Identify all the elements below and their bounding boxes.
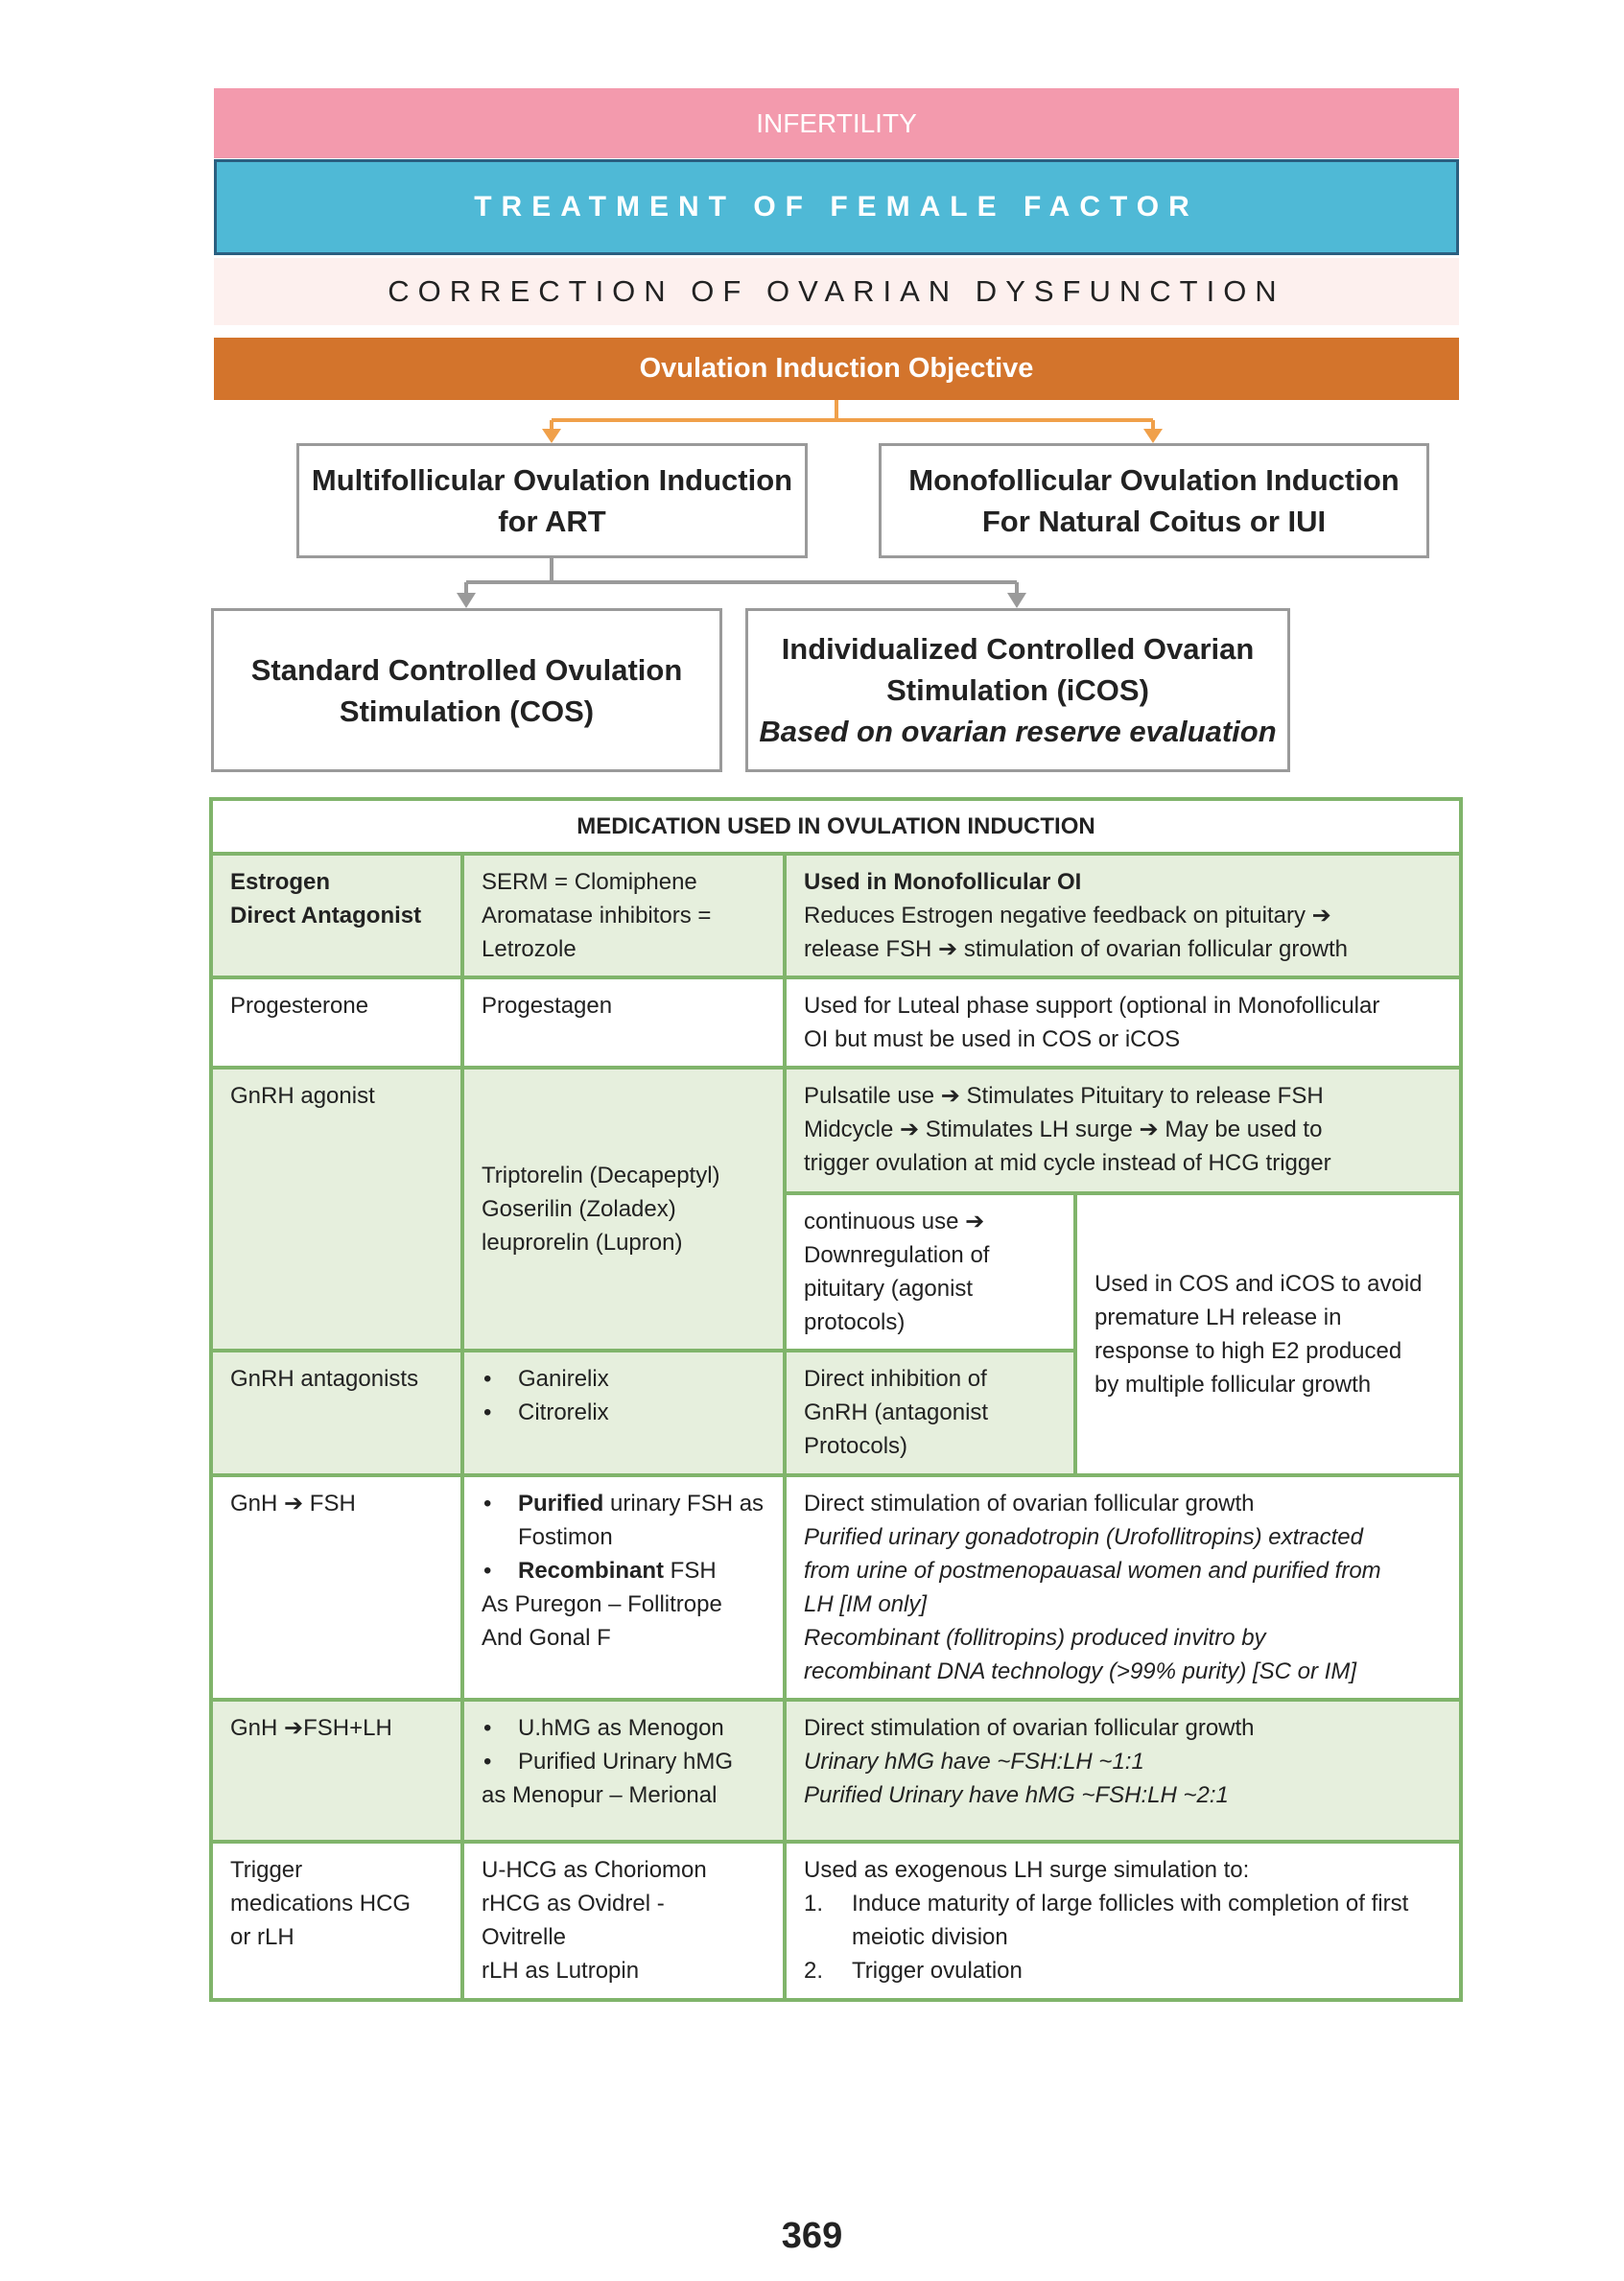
multifollicular-box	[296, 443, 808, 558]
item-number: 1.	[804, 1891, 824, 1917]
subtitle: CORRECTION OF OVARIAN DYSFUNCTION	[214, 258, 1459, 325]
box-note: Based on ovarian reserve evaluation	[759, 715, 1277, 748]
cell: GnRH antagonists	[211, 1351, 462, 1475]
cell-line: Ovitrelle	[482, 1924, 567, 1950]
cell-line: LH [IM only]	[804, 1591, 928, 1617]
cell: Progesterone	[211, 977, 462, 1068]
box-line: For Natural Coitus or IUI	[981, 505, 1327, 538]
objective-banner: Ovulation Induction Objective	[214, 338, 1459, 400]
cell: GnRH agonist	[211, 1068, 462, 1351]
cell-line: rLH as Lutropin	[482, 1958, 640, 1984]
cell-line: release FSH ➔ stimulation of ovarian follicular growth	[804, 936, 1349, 962]
table-row	[211, 1068, 1461, 1193]
cell-line: Direct stimulation of ovarian follicular growth	[804, 1715, 1255, 1741]
cell: Progestagen	[462, 977, 785, 1068]
cell-line: Used for Luteal phase support (optional in Monofollicular	[804, 993, 1380, 1019]
cell-line: Aromatase inhibitors =	[482, 903, 712, 929]
cell-line: Reduces Estrogen negative feedback on pituitary ➔	[804, 903, 1331, 929]
cell-line: response to high E2 produced	[1094, 1338, 1402, 1364]
text: FSH	[664, 1558, 717, 1584]
box-line: Multifollicular Ovulation Induction	[311, 463, 793, 497]
cell-line: OI but must be used in COS or iCOS	[804, 1026, 1181, 1052]
table-row	[211, 1700, 1461, 1842]
box-line: Stimulation (iCOS)	[886, 673, 1149, 707]
list-item: • Purified Urinary hMG	[482, 1745, 765, 1778]
list-item: • U.hMG as Menogon	[482, 1711, 765, 1745]
cell-line: Trigger	[230, 1857, 303, 1883]
cell: GnH ➔ FSH	[211, 1475, 462, 1700]
cell-line: pituitary (agonist	[804, 1276, 974, 1302]
box-line: Individualized Controlled Ovarian	[781, 632, 1255, 666]
cell-line: Used in COS and iCOS to avoid	[1094, 1271, 1423, 1297]
cell-line: leuprorelin (Lupron)	[482, 1230, 683, 1256]
medication-table	[209, 797, 1463, 2002]
cos-box	[211, 608, 722, 772]
item-text: Trigger ovulation	[852, 1958, 1023, 1984]
cell-line: rHCG as Ovidrel -	[482, 1891, 665, 1917]
box-line: Stimulation (COS)	[339, 694, 595, 728]
bold-text: Recombinant	[518, 1558, 665, 1584]
cell-line: trigger ovulation at mid cycle instead of HCG trigger	[804, 1150, 1331, 1176]
list-item	[482, 1487, 765, 1554]
list-item: • Citrorelix	[482, 1396, 765, 1429]
item-number: 2.	[804, 1958, 824, 1984]
box-line: Standard Controlled Ovulation	[250, 652, 683, 687]
cell-heading: Used in Monofollicular OI	[804, 869, 1082, 895]
bold-text: Purified	[518, 1491, 604, 1517]
cell-line: Direct inhibition of	[804, 1366, 987, 1392]
cell-line: or rLH	[230, 1924, 294, 1950]
cell-line: recombinant DNA technology (>99% purity) [SC or IM]	[804, 1658, 1357, 1684]
box-line: Monofollicular Ovulation Induction	[908, 463, 1400, 497]
monofollicular-box	[879, 443, 1429, 558]
cell-line: Used as exogenous LH surge simulation to:	[804, 1857, 1250, 1883]
cell-line: Midcycle ➔ Stimulates LH surge ➔ May be used to	[804, 1117, 1323, 1142]
cell-line: Goserilin (Zoladex)	[482, 1196, 676, 1222]
cell-line: U-HCG as Choriomon	[482, 1857, 707, 1883]
cell-line: GnRH (antagonist	[804, 1399, 989, 1425]
table-row	[211, 1842, 1461, 2000]
text: urinary FSH as Fostimon	[518, 1491, 765, 1550]
cell-line: As Puregon – Follitrope	[482, 1591, 722, 1617]
cell-line: Downregulation of	[804, 1242, 990, 1268]
list-item	[482, 1554, 765, 1587]
cell-line: premature LH release in	[1094, 1305, 1342, 1330]
cell-line: protocols)	[804, 1309, 906, 1335]
cell-line: by multiple follicular growth	[1094, 1372, 1372, 1398]
cell-line: medications HCG	[230, 1891, 412, 1917]
cell-line: Direct stimulation of ovarian follicular growth	[804, 1491, 1255, 1517]
cell-line: SERM = Clomiphene	[482, 869, 697, 895]
cell-line: Triptorelin (Decapeptyl)	[482, 1163, 720, 1188]
cell: GnH ➔FSH+LH	[211, 1700, 462, 1842]
cell-line: Purified Urinary have hMG ~FSH:LH ~2:1	[804, 1782, 1229, 1808]
cell-line: Urinary hMG have ~FSH:LH ~1:1	[804, 1749, 1144, 1775]
cell-line: Purified urinary gonadotropin (Urofollitropins) extracted	[804, 1524, 1363, 1550]
cell-line: Estrogen	[230, 869, 331, 895]
list-item: • Ganirelix	[482, 1362, 765, 1396]
cell-line: Pulsatile use ➔ Stimulates Pituitary to release FSH	[804, 1083, 1324, 1109]
cell-line: And Gonal F	[482, 1625, 611, 1651]
cell-line: Letrozole	[482, 936, 577, 962]
page-title: TREATMENT OF FEMALE FACTOR	[214, 159, 1459, 255]
cell-line: from urine of postmenopauasal women and purified from	[804, 1558, 1381, 1584]
numbered-item	[804, 1887, 1442, 1954]
table-row	[211, 977, 1461, 1068]
item-text: Induce maturity of large follicles with completion of first meiotic division	[852, 1891, 1409, 1950]
cell-line: Direct Antagonist	[230, 903, 422, 929]
page-number: 369	[781, 2216, 843, 2256]
table-title: MEDICATION USED IN OVULATION INDUCTION	[211, 799, 1461, 854]
table-row	[211, 1475, 1461, 1700]
table-row	[211, 854, 1461, 977]
cell-line: continuous use ➔	[804, 1209, 985, 1235]
section-banner: INFERTILITY	[214, 88, 1459, 158]
box-line: for ART	[498, 505, 606, 538]
cell-line: Recombinant (follitropins) produced invitro by	[804, 1625, 1266, 1651]
numbered-item	[804, 1954, 1442, 1987]
icos-box	[745, 608, 1290, 772]
cell-line: as Menopur – Merional	[482, 1782, 718, 1808]
cell-line: Protocols)	[804, 1433, 908, 1459]
